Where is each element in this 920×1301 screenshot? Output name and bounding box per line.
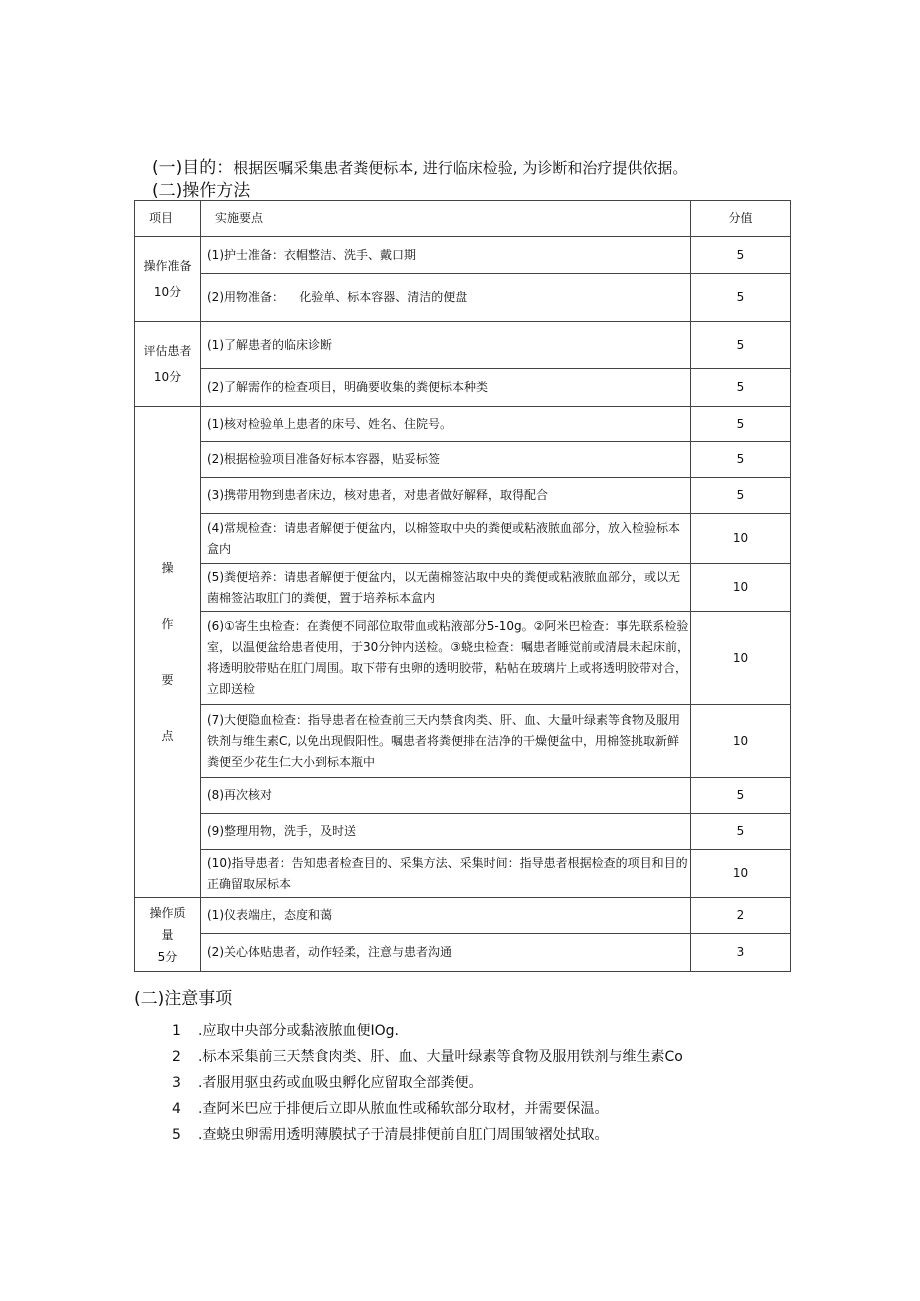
row-text: (5)粪便培养：请患者解便于便盆内，以无菌棉签沾取中央的粪便或粘液脓血部分，或以无菌棉签沾取肛门的粪便，置于培养标本盒内: [201, 564, 691, 612]
row-text: (2)用物准备： 化验单、标本容器、清洁的便盘: [201, 274, 691, 322]
row-text: (1)核对检验单上患者的床号、姓名、住院号。: [201, 407, 691, 442]
list-item: [172, 1044, 683, 1070]
note-number: 4: [172, 1101, 181, 1117]
row-score: 5: [691, 814, 791, 850]
category-ops: [135, 407, 201, 898]
row-text: (1)仪表端庄，态度和蔼: [201, 898, 691, 934]
row-text: (1)了解患者的临床诊断: [201, 322, 691, 369]
header-item: 项目: [135, 201, 201, 237]
row-score: 10: [691, 564, 791, 612]
method-heading: (二)操作方法: [152, 181, 251, 201]
row-text: (2)关心体贴患者，动作轻柔，注意与患者沟通: [201, 934, 691, 972]
row-text: (9)整理用物，洗手，及时送: [201, 814, 691, 850]
ops-char: 要: [161, 673, 174, 687]
row-text: (8)再次核对: [201, 778, 691, 814]
purpose-label: (一)目的：: [152, 158, 234, 178]
row-score: 5: [691, 778, 791, 814]
table-row: [135, 898, 791, 934]
row-text: (2)了解需作的检查项目，明确要收集的粪便标本种类: [201, 369, 691, 407]
notes-heading: (二)注意事项: [134, 989, 233, 1009]
table-row: [135, 407, 791, 442]
note-text: .标本采集前三天禁食肉类、肝、血、大量叶绿素等食物及服用铁剂与维生素Co: [198, 1049, 683, 1065]
purpose-line: [152, 153, 687, 178]
row-score: 10: [691, 514, 791, 564]
row-text: (6)①寄生虫检查：在粪便不同部位取带血或粘液部分5-10g。②阿米巴检查：事先联系检验室，以温便盆给患者使用，于30分钟内送检。③蛲虫检查：嘱患者睡觉前或清晨未起床前，将透明胶带贴在肛门周围。取下带有虫卵的透明胶带，粘帖在玻璃片上或将透明胶带对合，立即送检: [201, 612, 691, 705]
row-text: (4)常规检查：请患者解便于便盆内，以棉签取中央的粪便或粘液脓血部分，放入检验标本盒内: [201, 514, 691, 564]
row-score: 5: [691, 237, 791, 274]
table-row: [135, 322, 791, 369]
note-text: .查阿米巴应于排便后立即从脓血性或稀软部分取材，并需要保温。: [198, 1101, 609, 1117]
list-item: [172, 1070, 683, 1096]
procedure-table: [134, 200, 791, 972]
row-score: 5: [691, 478, 791, 514]
list-item: [172, 1018, 683, 1044]
row-score: 5: [691, 369, 791, 407]
row-text: (7)大便隐血检查：指导患者在检查前三天内禁食肉类、肝、血、大量叶绿素等食物及服用铁剂与维生素C, 以免出现假阳性。嘱患者将粪便排在洁净的干燥便盆中，用棉签挑取新鲜粪便至少花生仁大小到标本瓶中: [201, 705, 691, 778]
table-row: [135, 778, 791, 814]
purpose-text: 根据医嘱采集患者粪便标本, 进行临床检验, 为诊断和治疗提供依据。: [233, 159, 688, 177]
note-number: 5: [172, 1127, 181, 1143]
table-row: [135, 514, 791, 564]
ops-char: 点: [161, 729, 174, 743]
row-score: 10: [691, 612, 791, 705]
table-row: [135, 478, 791, 514]
row-text: (2)根据检验项目准备好标本容器，贴妥标签: [201, 442, 691, 478]
row-score: 5: [691, 407, 791, 442]
header-score: 分值: [691, 201, 791, 237]
table-row: [135, 237, 791, 274]
row-score: 5: [691, 442, 791, 478]
table-row: [135, 369, 791, 407]
row-score: 3: [691, 934, 791, 972]
header-points: 实施要点: [201, 201, 691, 237]
row-text: (3)携带用物到患者床边，核对患者，对患者做好解释，取得配合: [201, 478, 691, 514]
table-row: [135, 274, 791, 322]
table-row: [135, 564, 791, 612]
list-item: [172, 1096, 683, 1122]
note-text: .应取中央部分或黏液脓血便IOg.: [198, 1023, 399, 1039]
note-number: 1: [172, 1023, 181, 1039]
row-score: 5: [691, 322, 791, 369]
table-row: [135, 814, 791, 850]
note-text: .者服用驱虫药或血吸虫孵化应留取全部粪便。: [198, 1075, 483, 1091]
row-score: 10: [691, 850, 791, 898]
row-score: 10: [691, 705, 791, 778]
table-header-row: [135, 201, 791, 237]
row-text: (1)护士准备：衣帽整洁、洗手、戴口期: [201, 237, 691, 274]
table-row: [135, 934, 791, 972]
note-text: .查蛲虫卵需用透明薄膜拭子于清晨排便前自肛门周围皱褶处拭取。: [198, 1127, 609, 1143]
ops-char: 操: [161, 561, 174, 575]
table-row: [135, 850, 791, 898]
row-text: (10)指导患者：告知患者检查目的、采集方法、采集时间：指导患者根据检查的项目和目的正确留取尿标本: [201, 850, 691, 898]
table-row: [135, 705, 791, 778]
category-quality: 操作质 量 5分: [135, 898, 201, 972]
table-row: [135, 612, 791, 705]
row-score: 5: [691, 274, 791, 322]
category-prep: 操作准备 10分: [135, 237, 201, 322]
note-number: 2: [172, 1049, 181, 1065]
ops-char: 作: [161, 617, 174, 631]
row-score: 2: [691, 898, 791, 934]
category-assess: 评估患者 10分: [135, 322, 201, 407]
note-number: 3: [172, 1075, 181, 1091]
table-row: [135, 442, 791, 478]
notes-list: [172, 1018, 683, 1148]
list-item: [172, 1122, 683, 1148]
